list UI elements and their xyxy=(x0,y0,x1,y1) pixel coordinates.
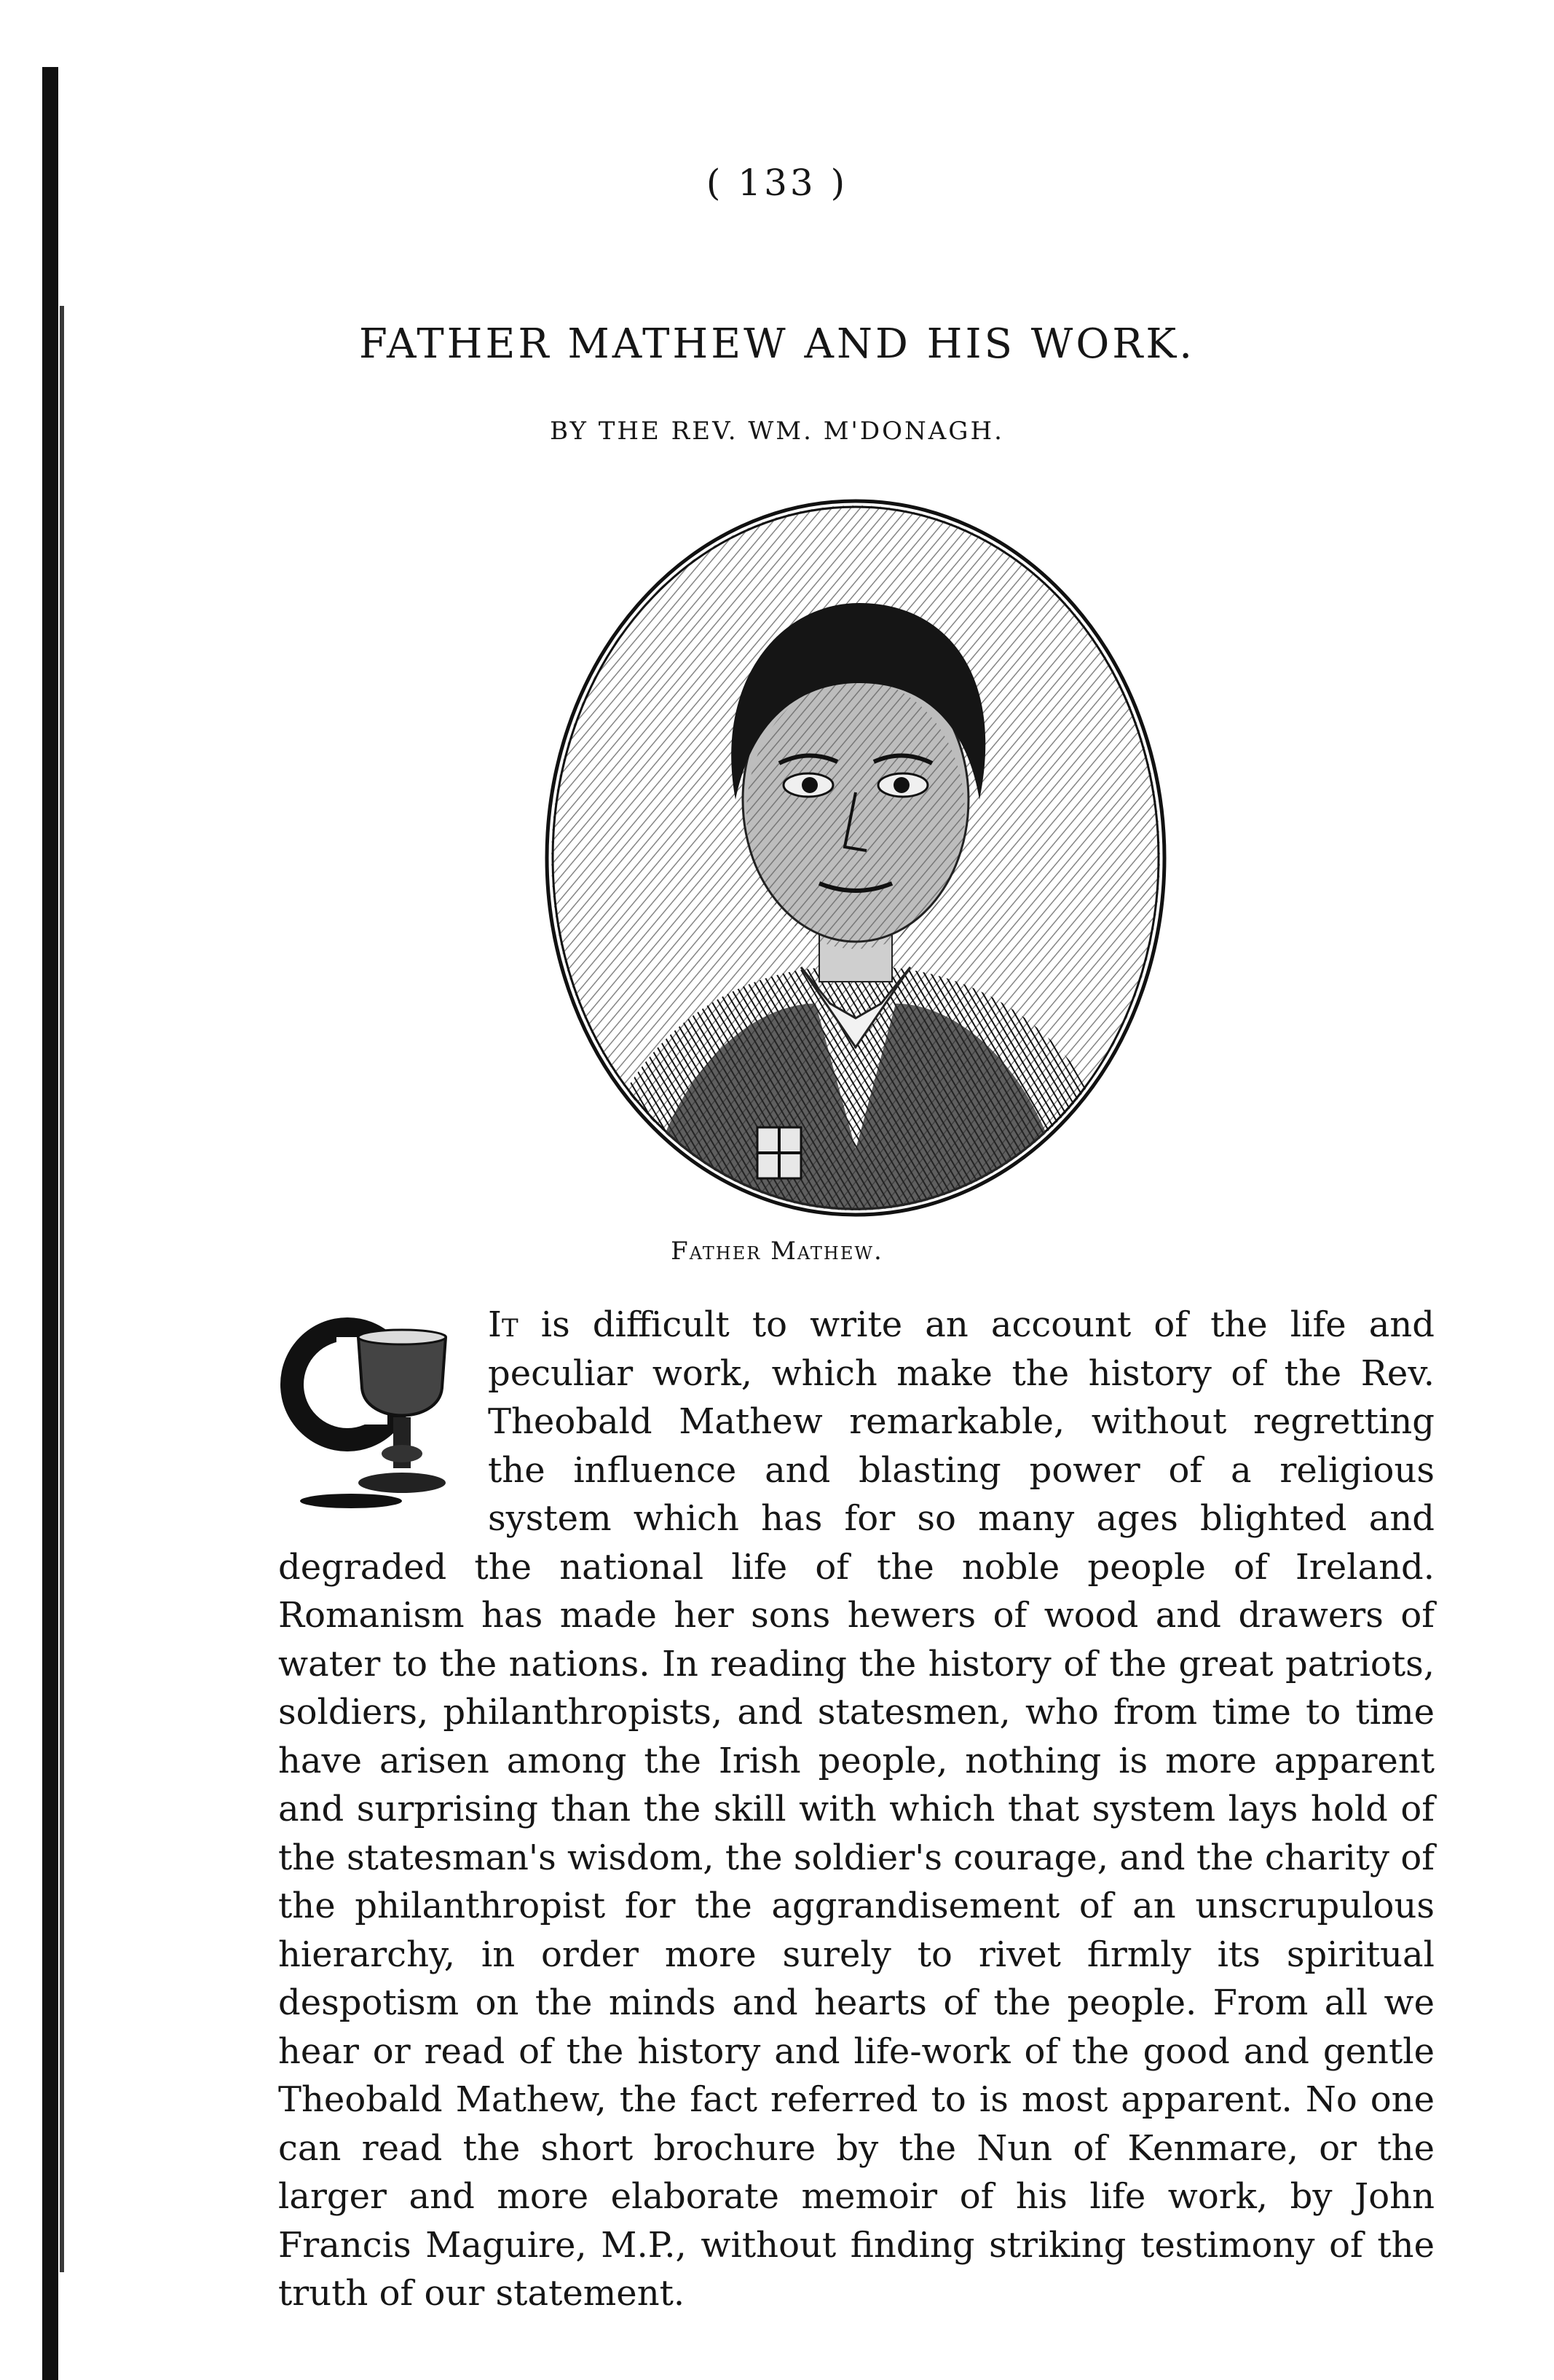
book-spine-edge xyxy=(42,67,58,2380)
book-gutter-shadow xyxy=(60,306,64,2272)
article-lead-word: It xyxy=(488,1304,518,1345)
article-paragraph: is difficult to write an account of the life and peculiar work, which make the history of the Rev. Theobald Mathew remarkable, without regretting the influence and blasting power of a religious system which has for so many ages blighted and degraded the national life of the noble people of Ireland. Romanism has made her sons hewers of wood and drawers of water to the nations. In reading the history of the great patriots, soldiers, philanthropists, and statesmen, who from time to time have arisen among the Irish people, nothing is more apparent and surprising than the skill with which that system lays hold of the statesman's wisdom, the soldier's courage, and the charity of the philanthropist for the aggrandisement of an unscrupulous hierarchy, in order more surely to rivet firmly its spiritual despotism on the minds and hearts of the people. From all we hear or read of the history and life-work of the good and gentle Theobald Mathew, the fact referred to is most apparent. No one can read the short brochure by the Nun of Kenmare, or the larger and more elaborate memoir of his life work, by John Francis Maguire, M.P., without finding striking testimony of the truth of our statement. xyxy=(278,1304,1435,2314)
article-title: FATHER MATHEW AND HIS WORK. xyxy=(358,320,1196,368)
article-body xyxy=(278,1301,1435,2318)
portrait-caption: Father Mathew. xyxy=(671,1237,883,1266)
dropcap-space xyxy=(278,1301,488,1532)
portrait-engraving xyxy=(539,494,1172,1222)
article-byline: BY THE REV. WM. M'DONAGH. xyxy=(550,417,1004,446)
page-number: ( 133 ) xyxy=(706,162,848,204)
